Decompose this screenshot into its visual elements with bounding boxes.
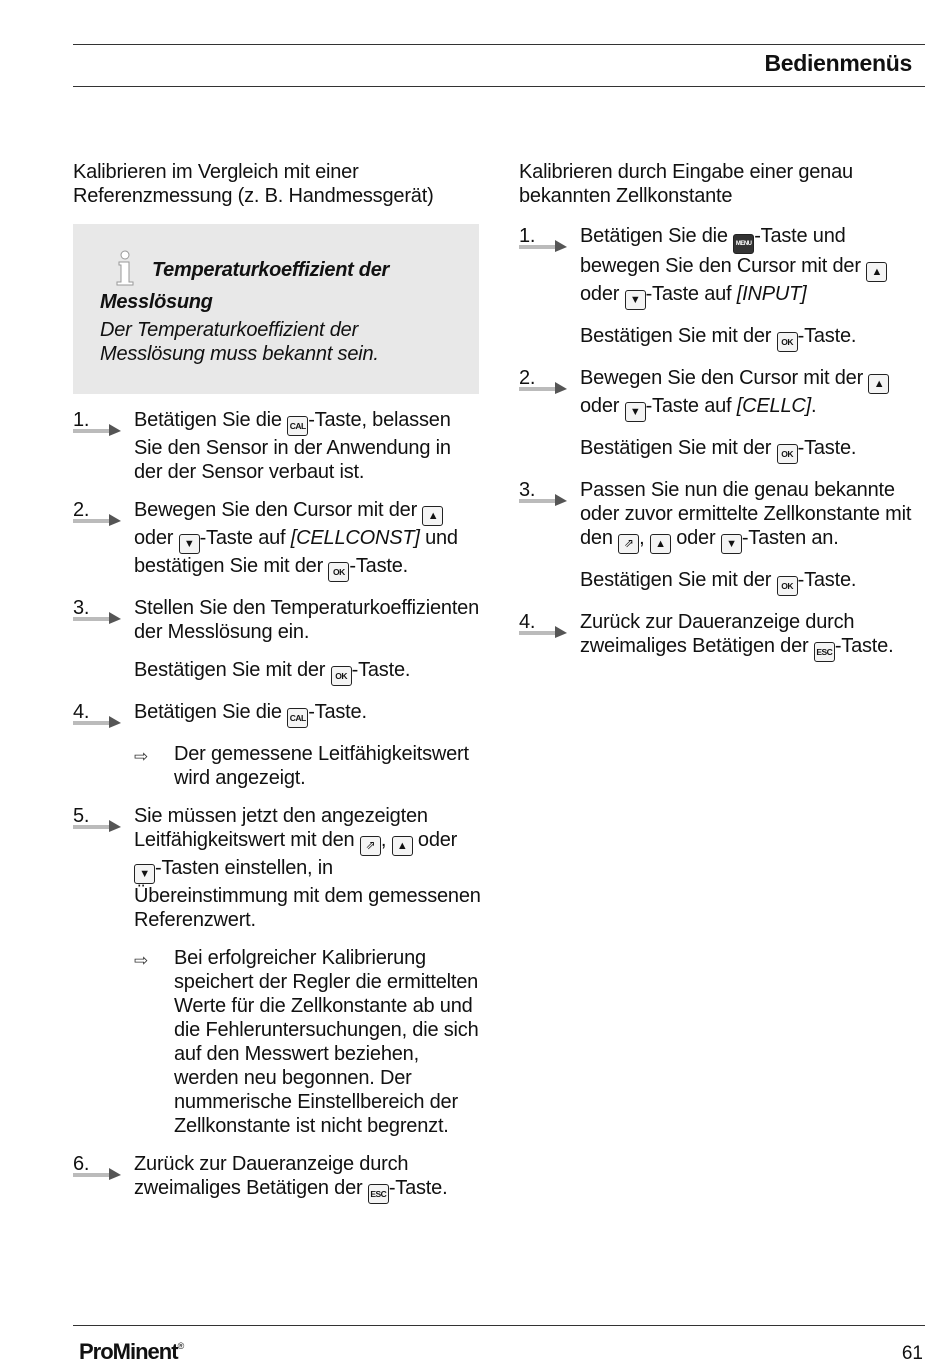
step-arrow-icon bbox=[73, 423, 123, 437]
step-arrow-icon bbox=[519, 625, 569, 639]
right-step-1: 1. Betätigen Sie die MENU -Taste und bewegen Sie den Cursor mit der ▲ oder ▼ -Taste auf [INPUT] Bestätigen Sie mit der OK -Taste. bbox=[519, 224, 924, 352]
up-key-icon: ▲ bbox=[868, 374, 889, 394]
step-number: 6. bbox=[73, 1152, 123, 1178]
step-number: 3. bbox=[73, 596, 123, 622]
note-title-text: Temperaturkoeffizient der Messlösung bbox=[100, 259, 390, 313]
left-section-heading: Kalibrieren im Vergleich mit einer Referenzmessung (z. B. Handmessgerät) bbox=[73, 161, 434, 207]
step-arrow-icon bbox=[73, 1167, 123, 1181]
left-step-3: 3. Stellen Sie den Temperaturkoeffizienten der Messlösung ein. Bestätigen Sie mit der OK -Taste. bbox=[73, 596, 483, 686]
left-step-5: 5. Sie müssen jetzt den angezeigten Leitfähigkeitswert mit den ⇗ , ▲ oder ▼ -Tasten einstellen, in Übereinstimmung mit dem gemessenen Referenzwert. ⇨ Bei erfolgreicher Kalibrierung speichert der Regler die ermittelten Werte für die Zellkonstante ab und die Fehleruntersuchungen, die sich auf den Messwert beziehen, werden neu begonnen. Der nummerische Einstellbereich der Zellkonstante ist nicht begrenzt. bbox=[73, 804, 483, 1138]
info-note bbox=[73, 224, 479, 394]
cal-key-icon: CAL bbox=[287, 708, 308, 728]
step-number: 5. bbox=[73, 804, 123, 830]
cal-key-icon: CAL bbox=[287, 416, 308, 436]
esc-key-icon: ESC bbox=[368, 1184, 389, 1204]
ok-key-icon: OK bbox=[328, 562, 349, 582]
ok-key-icon: OK bbox=[331, 666, 352, 686]
ok-key-icon: OK bbox=[777, 444, 798, 464]
right-section-heading: Kalibrieren durch Eingabe einer genau bekannten Zellkonstante bbox=[519, 161, 853, 207]
left-column bbox=[73, 160, 483, 1218]
right-column bbox=[519, 160, 924, 676]
menu-key-icon: MENU bbox=[733, 234, 754, 254]
result-arrow-icon: ⇨ bbox=[134, 951, 149, 970]
result-arrow-icon: ⇨ bbox=[134, 747, 149, 766]
step-arrow-icon bbox=[73, 819, 123, 833]
step-result: ⇨ Bei erfolgreicher Kalibrierung speichert der Regler die ermittelten Werte für die Zellkonstante ab und die Fehleruntersuchungen, die sich auf den Messwert beziehen, werden neu begonnen. Der nummerische Einstellbereich der Zellkonstante ist nicht begrenzt. bbox=[134, 947, 479, 1137]
step-result: ⇨ Der gemessene Leitfähigkeitswert wird angezeigt. bbox=[134, 743, 469, 789]
step-arrow-icon bbox=[519, 239, 569, 253]
ok-key-icon: OK bbox=[777, 332, 798, 352]
info-icon bbox=[108, 250, 142, 286]
step-number: 4. bbox=[519, 610, 569, 636]
right-step-4: 4. Zurück zur Daueranzeige durch zweimaliges Betätigen der ESC -Taste. bbox=[519, 610, 924, 662]
down-key-icon: ▼ bbox=[625, 402, 646, 422]
left-step-4: 4. Betätigen Sie die CAL -Taste. ⇨ Der gemessene Leitfähigkeitswert wird angezeigt. bbox=[73, 700, 483, 790]
down-key-icon: ▼ bbox=[625, 290, 646, 310]
down-key-icon: ▼ bbox=[721, 534, 742, 554]
right-step-3: 3. Passen Sie nun die genau bekannte oder zuvor ermittelte Zellkonstante mit den ⇗ , ▲ oder ▼ -Tasten an. Bestätigen Sie mit der OK -Taste. bbox=[519, 478, 924, 596]
step-number: 3. bbox=[519, 478, 569, 504]
left-step-2: 2. Bewegen Sie den Cursor mit der ▲ oder ▼ -Taste auf [CELLCONST] und bestätigen Sie mit der OK -Taste. bbox=[73, 498, 483, 582]
left-step-1: 1. Betätigen Sie die CAL -Taste, belassen Sie den Sensor in der Anwendung in der der Sensor verbaut ist. bbox=[73, 409, 451, 483]
up-key-icon: ▲ bbox=[392, 836, 413, 856]
shift-key-icon: ⇗ bbox=[360, 836, 381, 856]
step-number: 1. bbox=[519, 224, 569, 250]
note-body: Der Temperaturkoeffizient der Messlösung muss bekannt sein. bbox=[100, 319, 379, 365]
note-title bbox=[100, 250, 463, 318]
step-arrow-icon bbox=[73, 513, 123, 527]
step-arrow-icon bbox=[73, 611, 123, 625]
down-key-icon: ▼ bbox=[134, 864, 155, 884]
right-step-2: 2. Bewegen Sie den Cursor mit der ▲ oder ▼ -Taste auf [CELLC]. Bestätigen Sie mit der OK -Taste. bbox=[519, 366, 924, 464]
esc-key-icon: ESC bbox=[814, 642, 835, 662]
ok-key-icon: OK bbox=[777, 576, 798, 596]
down-key-icon: ▼ bbox=[179, 534, 200, 554]
up-key-icon: ▲ bbox=[650, 534, 671, 554]
step-arrow-icon bbox=[519, 493, 569, 507]
footer-rule bbox=[73, 1325, 925, 1326]
step-number: 2. bbox=[73, 498, 123, 524]
step-arrow-icon bbox=[73, 715, 123, 729]
up-key-icon: ▲ bbox=[422, 506, 443, 526]
step-arrow-icon bbox=[519, 381, 569, 395]
step-number: 1. bbox=[73, 408, 123, 434]
header-rule-bottom bbox=[73, 86, 925, 87]
page-number: 61 bbox=[901, 1343, 923, 1364]
shift-key-icon: ⇗ bbox=[618, 534, 639, 554]
left-step-6: 6. Zurück zur Daueranzeige durch zweimaliges Betätigen der ESC -Taste. bbox=[73, 1152, 483, 1204]
page-header-title: Bedienmenüs bbox=[764, 50, 912, 76]
header-rule-top bbox=[73, 44, 925, 45]
step-number: 2. bbox=[519, 366, 569, 392]
up-key-icon: ▲ bbox=[866, 262, 887, 282]
step-number: 4. bbox=[73, 700, 123, 726]
prominent-logo: ProMinent® bbox=[79, 1339, 184, 1364]
